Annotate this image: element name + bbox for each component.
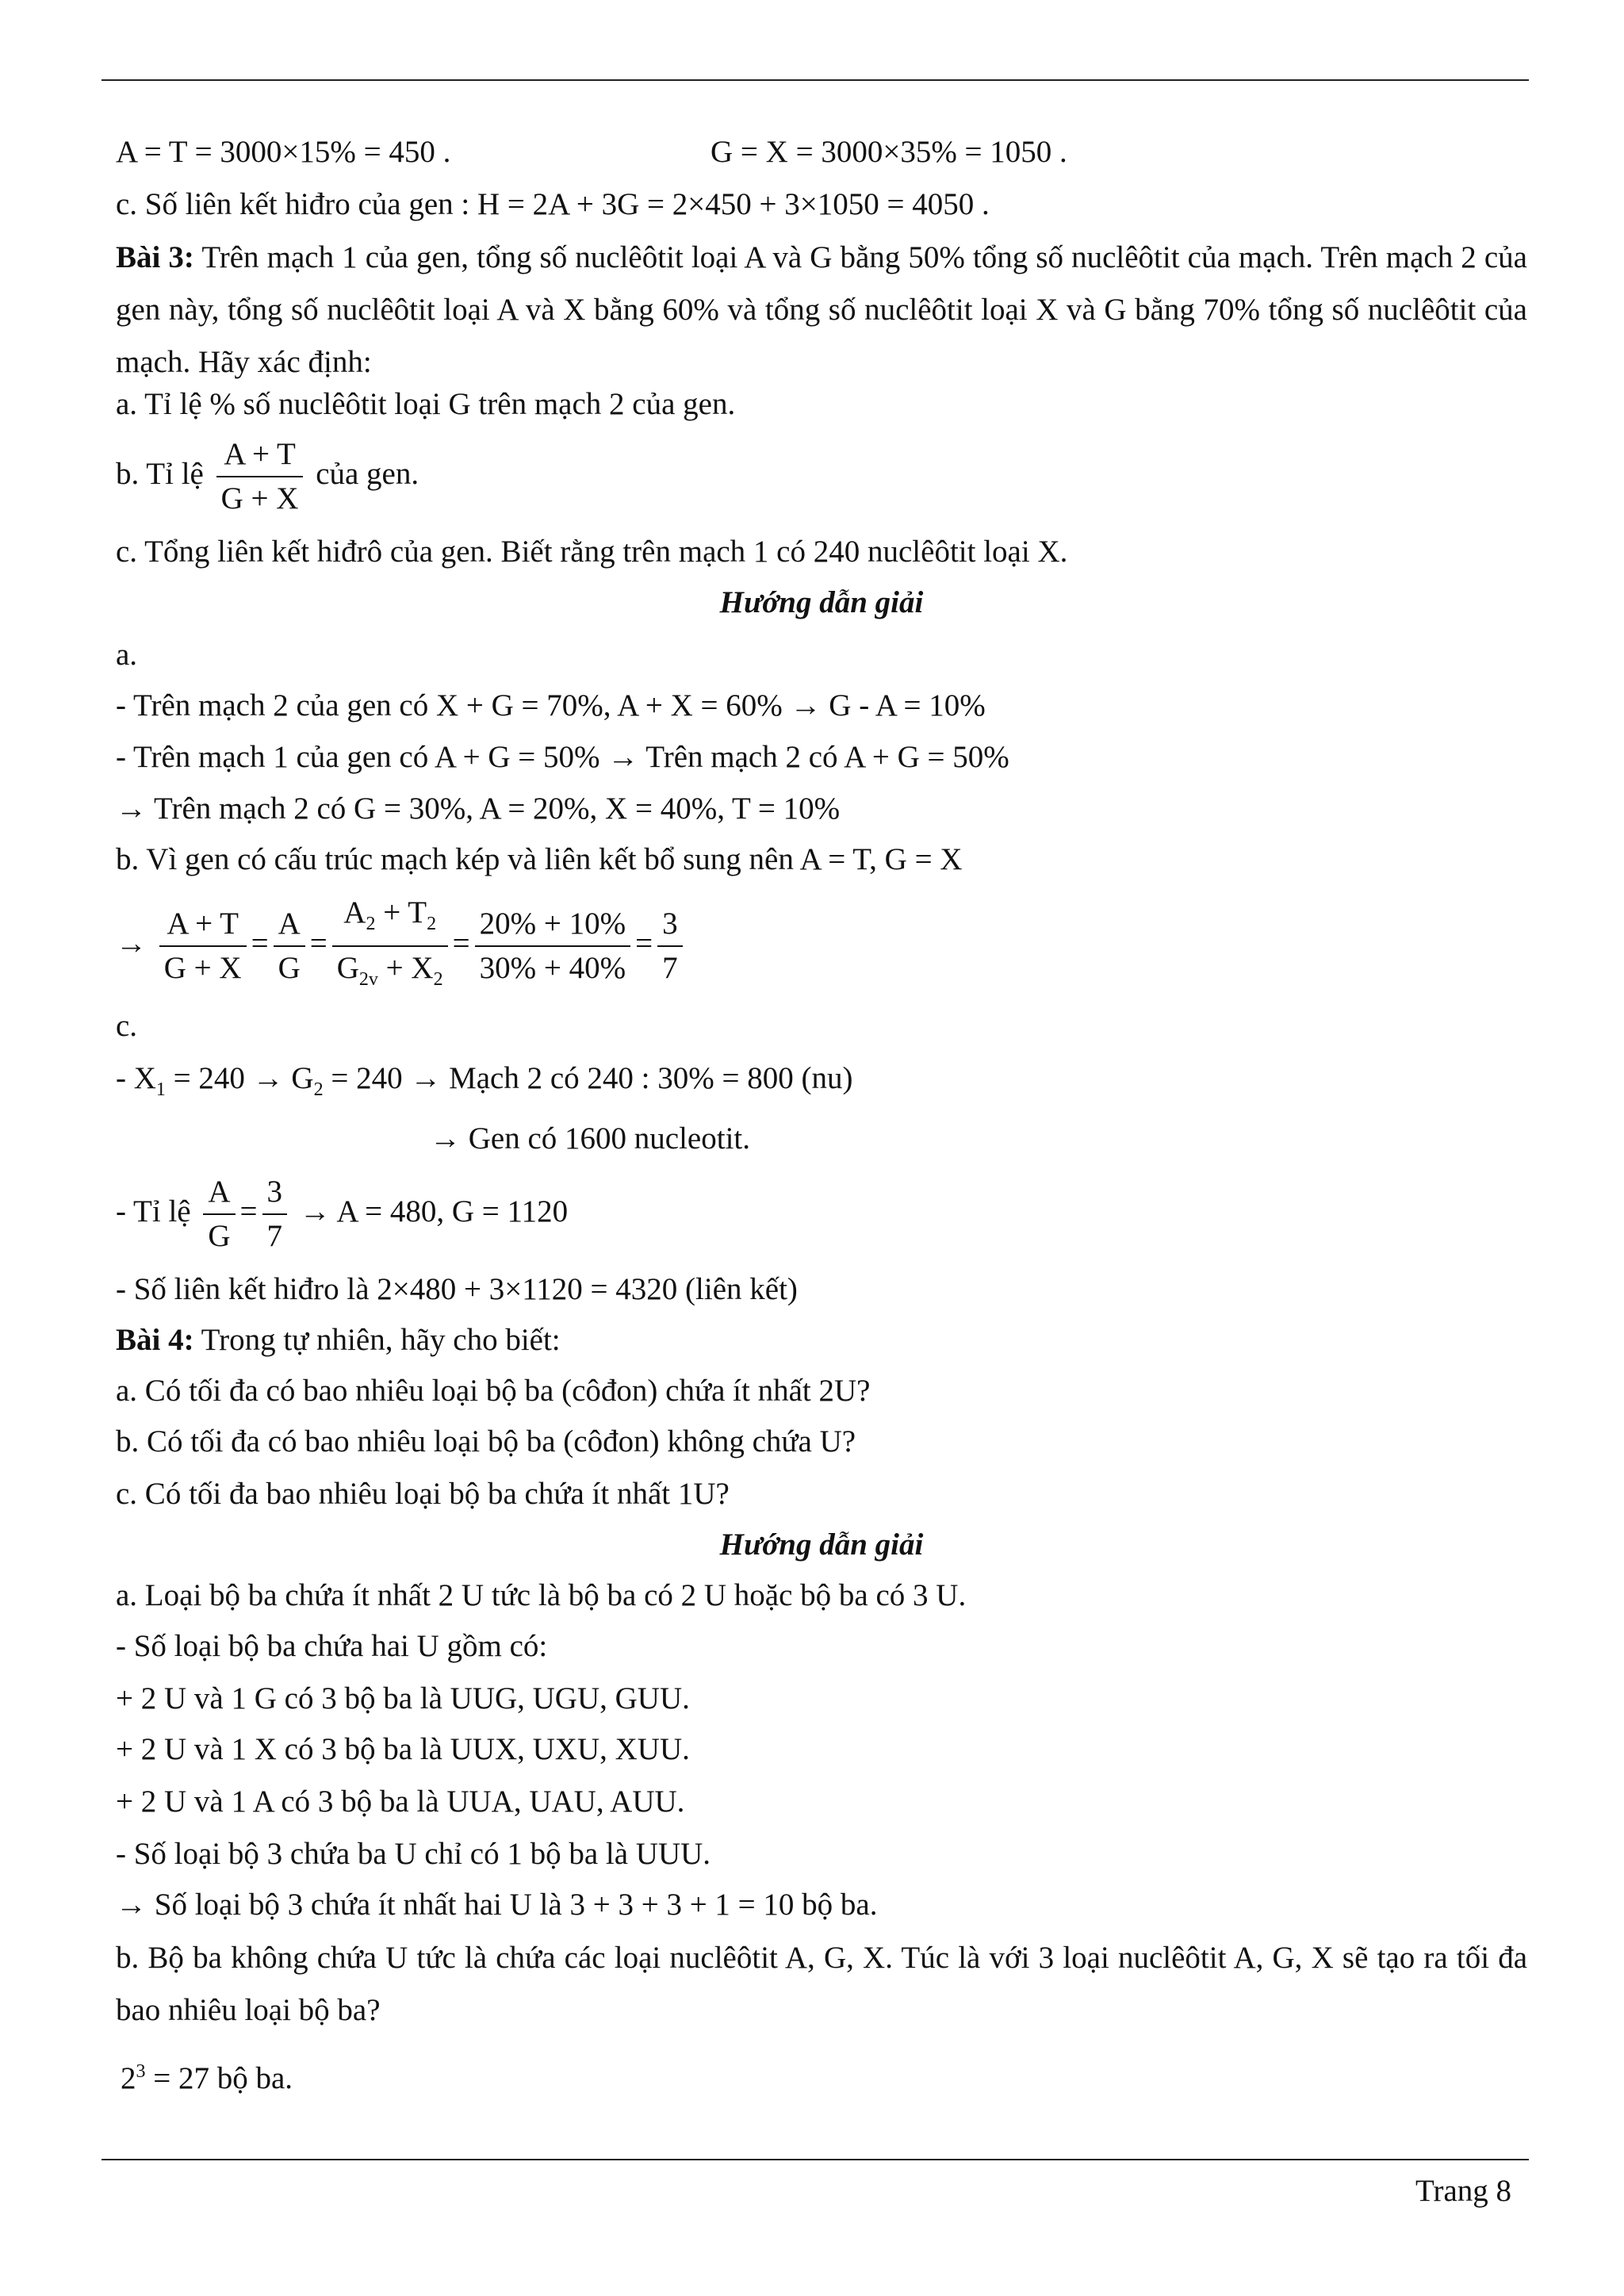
equals-sign: =: [309, 926, 327, 960]
answer-a-line2: + 2 U và 1 G có 3 bộ ba là UUG, UGU, GUU.: [116, 1681, 690, 1715]
fraction-strand2: [332, 893, 448, 999]
power-base: 2: [121, 2061, 136, 2095]
symbol-t: + T: [375, 895, 427, 930]
fraction-denominator: G: [278, 950, 301, 985]
fraction-denominator: 30% + 40%: [479, 950, 626, 985]
fraction-numerator: 3: [262, 1172, 288, 1215]
power-result: = 27 bộ ba.: [145, 2061, 293, 2095]
fraction-at-gx: [216, 435, 304, 519]
fraction-at-gx: [159, 904, 247, 988]
footer-rule: [102, 2159, 1529, 2160]
bai4-text: Trong tự nhiên, hãy cho biết:: [201, 1323, 561, 1357]
bai4-part-a: a. Có tối đa có bao nhiêu loại bộ ba (côđon) chứa ít nhất 2U?: [116, 1374, 871, 1408]
fraction-denominator: G: [208, 1219, 231, 1253]
subscript: 2: [427, 913, 437, 934]
solution-b-equation: [116, 893, 688, 999]
solution-c-line2: → Gen có 1600 nucleotit.: [430, 1121, 750, 1156]
fraction-denominator: G + X: [163, 950, 242, 985]
answer-a-line5: - Số loại bộ 3 chứa ba U chỉ có 1 bộ ba là UUU.: [116, 1837, 711, 1871]
solution-c-line3: [116, 1172, 568, 1256]
fraction-numerator: A + T: [216, 435, 304, 477]
subscript: 2: [313, 1079, 324, 1100]
a-t-count: A = T = 3000×15% = 450 .: [116, 135, 451, 169]
equals-sign: =: [251, 926, 269, 960]
bai4-label: Bài 4:: [116, 1323, 194, 1357]
bai4-question: [116, 1321, 561, 1359]
g2-symbol: = 240 → G: [165, 1061, 314, 1095]
page-number: Trang 8: [1415, 2174, 1511, 2208]
answer-a-line1: - Số loại bộ ba chứa hai U gồm có:: [116, 1629, 548, 1663]
bai4-part-b: b. Có tối đa có bao nhiêu loại bộ ba (côđon) không chứa U?: [116, 1424, 856, 1458]
solution-c-label: c.: [116, 1009, 138, 1043]
solution-c-line1: [116, 1060, 852, 1109]
bai3-question: [116, 232, 1527, 389]
solution-a-line3: → Trên mạch 2 có G = 30%, A = 20%, X = 40%, T = 10%: [116, 792, 841, 826]
equals-sign: =: [239, 1194, 258, 1228]
bai3-part-b: [116, 435, 419, 519]
fraction-numerator: 3: [657, 904, 683, 947]
fraction-percent: [475, 904, 630, 988]
answer-b-line: b. Bộ ba không chứa U tức là chứa các loại nuclêôtit A, G, X. Túc là với 3 loại nuclêôtit A, G, X sẽ tạo ra tối đa bao nhiêu loại bộ ba?: [116, 1941, 1527, 2027]
fraction-denominator: [332, 947, 448, 999]
subscript: 2: [366, 913, 376, 934]
equals-sign: =: [635, 926, 653, 960]
bai3-label: Bài 3:: [116, 240, 194, 274]
fraction-denominator: 7: [266, 1219, 283, 1253]
fraction-denominator: G + X: [220, 481, 299, 516]
fraction-denominator: 7: [662, 950, 678, 985]
header-rule: [102, 79, 1529, 81]
subscript: 2: [433, 968, 443, 990]
solution-a-line2: - Trên mạch 1 của gen có A + G = 50% → Trên mạch 2 có A + G = 50%: [116, 740, 1009, 774]
bai3-part-a: a. Tỉ lệ % số nuclêôtit loại G trên mạch 2 của gen.: [116, 387, 736, 421]
hydrogen-bond-line: c. Số liên kết hiđro của gen : H = 2A + 3G = 2×450 + 3×1050 = 4050 .: [116, 187, 990, 221]
fraction-numerator: A: [203, 1172, 235, 1215]
fraction-numerator: 20% + 10%: [475, 904, 630, 947]
fraction-3-7: [262, 1172, 288, 1256]
bai3-part-c: c. Tổng liên kết hiđrô của gen. Biết rằng trên mạch 1 có 240 nuclêôtit loại X.: [116, 535, 1068, 569]
subscript: 2v: [358, 968, 378, 990]
symbol-g: G: [336, 950, 359, 985]
arrow: →: [116, 926, 147, 960]
power-exponent: 3: [136, 2061, 146, 2082]
strand2-total: = 240 → Mạch 2 có 240 : 30% = 800 (nu): [323, 1061, 853, 1095]
fraction-result: [657, 904, 683, 988]
fraction-numerator: A: [274, 904, 305, 947]
fraction-numerator: [332, 893, 448, 947]
x1-symbol: - X: [116, 1061, 156, 1095]
fraction-numerator: A + T: [159, 904, 247, 947]
solution-heading-2: Hướng dẫn giải: [719, 1527, 924, 1562]
subscript: 1: [155, 1079, 166, 1100]
bai4-part-c: c. Có tối đa bao nhiêu loại bộ ba chứa ít nhất 1U?: [116, 1477, 730, 1511]
bai3-b-prefix: b. Tỉ lệ: [116, 456, 204, 491]
answer-a-line3: + 2 U và 1 X có 3 bộ ba là UUX, UXU, XUU.: [116, 1732, 690, 1766]
answer-a-line6: → Số loại bộ 3 chứa ít nhất hai U là 3 + 3 + 3 + 1 = 10 bộ ba.: [116, 1888, 878, 1922]
answer-a-line: a. Loại bộ ba chứa ít nhất 2 U tức là bộ ba có 2 U hoặc bộ ba có 3 U.: [116, 1578, 967, 1612]
symbol-a: A: [343, 895, 366, 930]
solution-b-line: b. Vì gen có cấu trúc mạch kép và liên kết bổ sung nên A = T, G = X: [116, 842, 963, 876]
answer-a-line4: + 2 U và 1 A có 3 bộ ba là UUA, UAU, AUU.: [116, 1784, 685, 1819]
ratio-result: → A = 480, G = 1120: [299, 1194, 569, 1228]
line-at-count: [116, 133, 1067, 171]
answer-b-result: [121, 2053, 293, 2098]
ratio-prefix: - Tỉ lệ: [116, 1194, 191, 1228]
bai3-text: Trên mạch 1 của gen, tổng số nuclêôtit loại A và G bằng 50% tổng số nuclêôtit của mạch. Trên mạch 2 của gen này, tổng số nuclêôtit loại A và X bằng 60% và tổng số nuclêôtit loại X và G bằng 70% tổng số nuclêôtit của mạch. Hãy xác định:: [116, 240, 1527, 379]
solution-heading-1: Hướng dẫn giải: [719, 585, 924, 619]
fraction-a-g: [203, 1172, 235, 1256]
bai3-b-suffix: của gen.: [316, 456, 419, 491]
solution-a-label: a.: [116, 638, 138, 672]
solution-c-line4: - Số liên kết hiđro là 2×480 + 3×1120 = 4320 (liên kết): [116, 1272, 798, 1306]
solution-a-line1: - Trên mạch 2 của gen có X + G = 70%, A + X = 60% → G - A = 10%: [116, 688, 986, 723]
g-x-count: G = X = 3000×35% = 1050 .: [710, 135, 1067, 169]
equals-sign: =: [452, 926, 470, 960]
symbol-x: + X: [377, 950, 434, 985]
fraction-a-g: [274, 904, 305, 988]
